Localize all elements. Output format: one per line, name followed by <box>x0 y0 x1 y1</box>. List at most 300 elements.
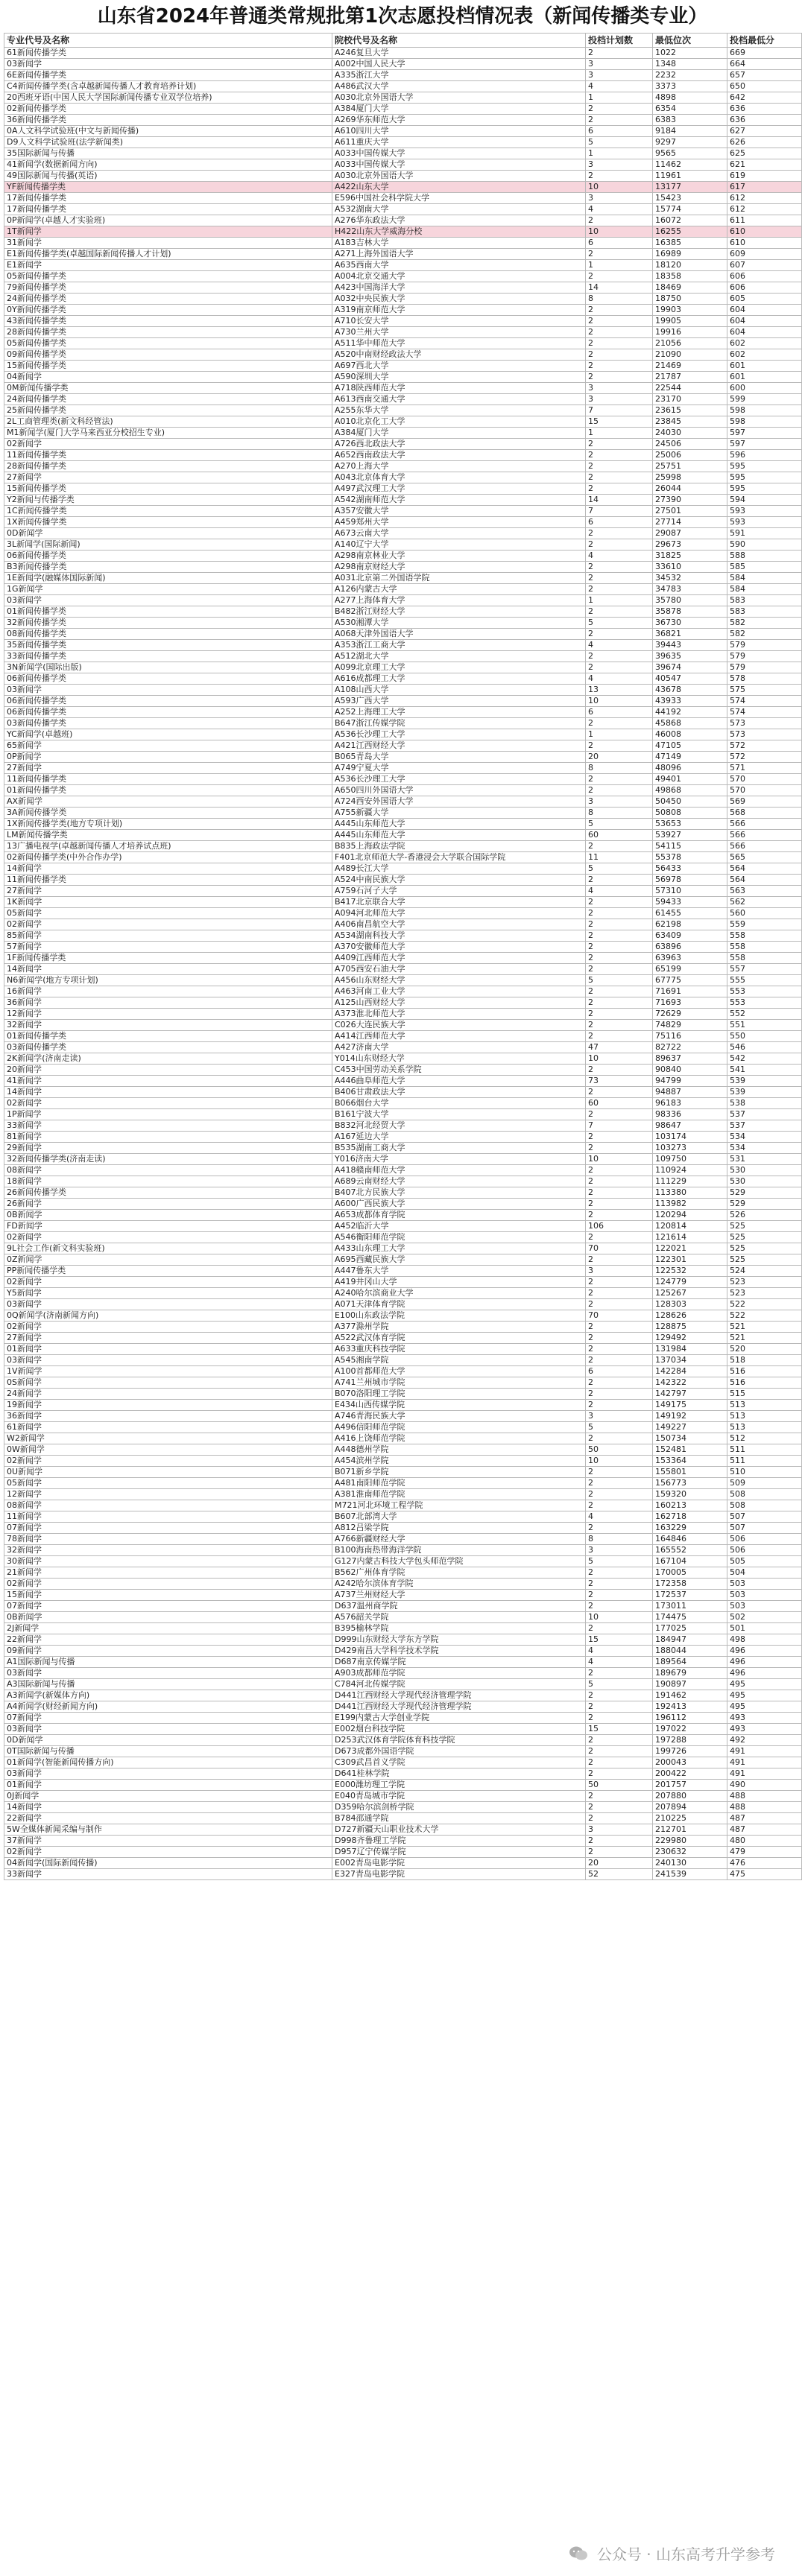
cell-min-rank: 22544 <box>653 383 727 394</box>
cell-plan: 1 <box>586 595 653 606</box>
cell-min-rank: 15774 <box>653 204 727 215</box>
cell-major: Y5新闻学 <box>4 1288 332 1299</box>
cell-min-score: 523 <box>727 1288 802 1299</box>
cell-major: 1F新闻传播学类 <box>4 953 332 964</box>
table-row <box>4 349 802 361</box>
cell-min-rank: 39635 <box>653 651 727 662</box>
cell-min-score: 522 <box>727 1299 802 1310</box>
cell-major: 02新闻学 <box>4 439 332 450</box>
cell-min-rank: 96183 <box>653 1098 727 1109</box>
table-row <box>4 1210 802 1221</box>
cell-plan: 73 <box>586 1076 653 1087</box>
cell-min-score: 525 <box>727 1243 802 1254</box>
cell-min-score: 537 <box>727 1109 802 1120</box>
cell-min-score: 496 <box>727 1646 802 1657</box>
cell-min-rank: 159320 <box>653 1489 727 1500</box>
table-row <box>4 986 802 997</box>
cell-min-rank: 142797 <box>653 1389 727 1400</box>
table-row <box>4 428 802 439</box>
cell-min-score: 582 <box>727 618 802 629</box>
cell-min-rank: 4898 <box>653 92 727 104</box>
cell-major: 05新闻传播学类 <box>4 271 332 282</box>
cell-major: 14新闻学 <box>4 863 332 875</box>
cell-school: A384厦门大学 <box>332 428 586 439</box>
cell-school: A031北京第二外国语学院 <box>332 573 586 584</box>
cell-plan: 2 <box>586 1467 653 1478</box>
cell-min-rank: 149227 <box>653 1422 727 1433</box>
cell-school: D727新疆天山职业技术大学 <box>332 1824 586 1836</box>
cell-plan: 2 <box>586 327 653 338</box>
cell-min-rank: 29087 <box>653 528 727 539</box>
cell-min-rank: 57310 <box>653 886 727 897</box>
cell-major: 08新闻传播学类 <box>4 629 332 640</box>
cell-min-score: 559 <box>727 919 802 930</box>
cell-major: 32新闻学 <box>4 1545 332 1556</box>
cell-min-rank: 45868 <box>653 718 727 729</box>
cell-major: A3新闻学(新媒体方向) <box>4 1690 332 1701</box>
cell-major: 03新闻传播学类 <box>4 718 332 729</box>
cell-min-rank: 137034 <box>653 1355 727 1366</box>
cell-min-score: 521 <box>727 1333 802 1344</box>
cell-major: 30新闻学 <box>4 1556 332 1567</box>
cell-school: A705西安石油大学 <box>332 964 586 975</box>
cell-school: A497武汉理工大学 <box>332 483 586 495</box>
cell-min-score: 563 <box>727 886 802 897</box>
cell-min-rank: 241539 <box>653 1869 727 1880</box>
cell-plan: 2 <box>586 919 653 930</box>
cell-major: 57新闻学 <box>4 942 332 953</box>
cell-min-rank: 16255 <box>653 226 727 238</box>
cell-school: A255东华大学 <box>332 405 586 416</box>
cell-major: 1C新闻传播学类 <box>4 506 332 517</box>
table-row <box>4 942 802 953</box>
cell-plan: 4 <box>586 551 653 562</box>
cell-major: 01新闻学(智能新闻传播方向) <box>4 1757 332 1768</box>
cell-plan: 2 <box>586 1132 653 1143</box>
cell-school: A456山东财经大学 <box>332 975 586 986</box>
cell-plan: 2 <box>586 361 653 372</box>
cell-major: 3A新闻传播学类 <box>4 808 332 819</box>
cell-min-rank: 36821 <box>653 629 727 640</box>
cell-school: A100首都师范大学 <box>332 1366 586 1377</box>
cell-school: G127内蒙古科技大学包头师范学院 <box>332 1556 586 1567</box>
table-row <box>4 1567 802 1579</box>
cell-min-score: 594 <box>727 495 802 506</box>
cell-plan: 2 <box>586 1389 653 1400</box>
cell-plan: 2 <box>586 718 653 729</box>
cell-min-score: 650 <box>727 81 802 92</box>
cell-major: 79新闻传播学类 <box>4 282 332 294</box>
cell-min-score: 501 <box>727 1623 802 1634</box>
table-row <box>4 886 802 897</box>
cell-major: 09新闻学 <box>4 1646 332 1657</box>
table-row <box>4 1109 802 1120</box>
cell-min-rank: 19905 <box>653 316 727 327</box>
cell-min-score: 611 <box>727 215 802 226</box>
cell-plan: 7 <box>586 506 653 517</box>
cell-school: A246复旦大学 <box>332 48 586 59</box>
cell-school: A755新疆大学 <box>332 808 586 819</box>
cell-min-score: 558 <box>727 953 802 964</box>
table-row <box>4 1355 802 1366</box>
cell-major: E1新闻传播学类(卓越国际新闻传播人才计划) <box>4 249 332 260</box>
cell-major: 0W新闻学 <box>4 1444 332 1456</box>
cell-min-rank: 2232 <box>653 70 727 81</box>
cell-plan: 3 <box>586 1266 653 1277</box>
cell-min-score: 553 <box>727 986 802 997</box>
cell-min-score: 579 <box>727 640 802 651</box>
cell-plan: 3 <box>586 394 653 405</box>
cell-min-rank: 25751 <box>653 461 727 472</box>
col-header-plan: 投档计划数 <box>586 34 653 48</box>
cell-plan: 60 <box>586 830 653 841</box>
col-header-school: 院校代号及名称 <box>332 34 586 48</box>
table-row <box>4 1858 802 1869</box>
table-row <box>4 1143 802 1154</box>
cell-major: 05新闻学 <box>4 908 332 919</box>
table-row <box>4 908 802 919</box>
cell-min-score: 584 <box>727 584 802 595</box>
table-row <box>4 104 802 115</box>
table-row <box>4 416 802 428</box>
cell-plan: 2 <box>586 1523 653 1534</box>
cell-min-score: 513 <box>727 1411 802 1422</box>
cell-min-score: 606 <box>727 282 802 294</box>
table-row <box>4 1333 802 1344</box>
cell-min-rank: 207894 <box>653 1802 727 1813</box>
cell-school: A032中央民族大学 <box>332 294 586 305</box>
table-row <box>4 1467 802 1478</box>
cell-plan: 2 <box>586 875 653 886</box>
cell-major: 33新闻学 <box>4 1869 332 1880</box>
table-row <box>4 651 802 662</box>
cell-school: B562广州体育学院 <box>332 1567 586 1579</box>
cell-major: 17新闻传播学类 <box>4 204 332 215</box>
cell-plan: 2 <box>586 1668 653 1679</box>
cell-plan: 14 <box>586 495 653 506</box>
cell-plan: 2 <box>586 1791 653 1802</box>
table-row <box>4 1098 802 1109</box>
cell-plan: 6 <box>586 517 653 528</box>
cell-plan: 2 <box>586 651 653 662</box>
cell-plan: 2 <box>586 908 653 919</box>
cell-min-rank: 9297 <box>653 137 727 148</box>
cell-plan: 10 <box>586 1053 653 1065</box>
cell-plan: 2 <box>586 1590 653 1601</box>
cell-major: 0S新闻学 <box>4 1377 332 1389</box>
table-row <box>4 495 802 506</box>
cell-min-rank: 94799 <box>653 1076 727 1087</box>
cell-school: A319南京师范大学 <box>332 305 586 316</box>
table-row <box>4 226 802 238</box>
table-row <box>4 528 802 539</box>
cell-min-rank: 47149 <box>653 752 727 763</box>
cell-school: A004北京交通大学 <box>332 271 586 282</box>
cell-school: B482浙江财经大学 <box>332 606 586 618</box>
cell-min-score: 541 <box>727 1065 802 1076</box>
cell-min-rank: 74829 <box>653 1020 727 1031</box>
cell-min-score: 522 <box>727 1310 802 1322</box>
table-row <box>4 92 802 104</box>
table-row <box>4 618 802 629</box>
cell-min-score: 525 <box>727 1254 802 1266</box>
cell-min-score: 600 <box>727 383 802 394</box>
cell-school: A718陕西师范大学 <box>332 383 586 394</box>
table-row <box>4 953 802 964</box>
table-row <box>4 148 802 159</box>
cell-min-rank: 129492 <box>653 1333 727 1344</box>
cell-min-rank: 184947 <box>653 1634 727 1646</box>
cell-min-score: 636 <box>727 115 802 126</box>
table-row <box>4 316 802 327</box>
cell-min-rank: 122021 <box>653 1243 727 1254</box>
cell-min-score: 526 <box>727 1210 802 1221</box>
table-row <box>4 1187 802 1199</box>
cell-min-rank: 149175 <box>653 1400 727 1411</box>
cell-school: E596中国社会科学院大学 <box>332 193 586 204</box>
cell-min-score: 496 <box>727 1668 802 1679</box>
table-row <box>4 1668 802 1679</box>
cell-min-rank: 153364 <box>653 1456 727 1467</box>
cell-major: 11新闻传播学类 <box>4 774 332 785</box>
cell-min-rank: 199726 <box>653 1746 727 1757</box>
cell-plan: 4 <box>586 1646 653 1657</box>
cell-plan: 13 <box>586 685 653 696</box>
cell-min-score: 487 <box>727 1824 802 1836</box>
table-row <box>4 740 802 752</box>
table-row <box>4 1701 802 1713</box>
cell-min-score: 617 <box>727 182 802 193</box>
cell-min-rank: 128875 <box>653 1322 727 1333</box>
watermark-footer <box>569 2542 775 2566</box>
cell-major: W2新闻学 <box>4 1433 332 1444</box>
cell-major: 03新闻学 <box>4 1355 332 1366</box>
cell-major: 02新闻学 <box>4 1847 332 1858</box>
cell-plan: 2 <box>586 115 653 126</box>
cell-major: 09新闻传播学类 <box>4 349 332 361</box>
cell-major: 26新闻学 <box>4 1199 332 1210</box>
cell-major: 01新闻传播学类 <box>4 785 332 796</box>
cell-school: A126内蒙古大学 <box>332 584 586 595</box>
table-row <box>4 1310 802 1322</box>
cell-min-rank: 71693 <box>653 997 727 1009</box>
cell-plan: 1 <box>586 92 653 104</box>
cell-min-rank: 122532 <box>653 1266 727 1277</box>
cell-plan: 10 <box>586 696 653 707</box>
table-row <box>4 774 802 785</box>
table-row <box>4 1456 802 1467</box>
table-row <box>4 1344 802 1355</box>
cell-school: E002烟台科技学院 <box>332 1724 586 1735</box>
table-row <box>4 327 802 338</box>
cell-plan: 1 <box>586 260 653 271</box>
table-row <box>4 450 802 461</box>
cell-min-score: 566 <box>727 841 802 852</box>
cell-min-score: 601 <box>727 361 802 372</box>
cell-min-rank: 160213 <box>653 1500 727 1511</box>
cell-min-rank: 71691 <box>653 986 727 997</box>
cell-plan: 50 <box>586 1780 653 1791</box>
cell-school: A030北京外国语大学 <box>332 171 586 182</box>
cell-plan: 2 <box>586 1433 653 1444</box>
cell-min-score: 491 <box>727 1746 802 1757</box>
cell-major: A1国际新闻与传播 <box>4 1657 332 1668</box>
cell-min-score: 579 <box>727 662 802 673</box>
cell-major: 02新闻学 <box>4 919 332 930</box>
table-row <box>4 1042 802 1053</box>
cell-min-rank: 75116 <box>653 1031 727 1042</box>
table-row <box>4 1511 802 1523</box>
cell-major: 9L社会工作(新文科实验班) <box>4 1243 332 1254</box>
cell-school: A650四川外国语大学 <box>332 785 586 796</box>
cell-major: 2L工商管理类(新文科经管法) <box>4 416 332 428</box>
table-row <box>4 1087 802 1098</box>
table-row <box>4 137 802 148</box>
cell-min-rank: 25998 <box>653 472 727 483</box>
cell-school: A406南昌航空大学 <box>332 919 586 930</box>
cell-school: B100海南热带海洋学院 <box>332 1545 586 1556</box>
cell-major: 27新闻学 <box>4 1333 332 1344</box>
table-row <box>4 305 802 316</box>
cell-plan: 60 <box>586 1098 653 1109</box>
cell-min-score: 572 <box>727 752 802 763</box>
cell-min-score: 626 <box>727 137 802 148</box>
cell-school: A536长沙理工大学 <box>332 774 586 785</box>
cell-major: 36新闻学 <box>4 997 332 1009</box>
cell-min-rank: 200043 <box>653 1757 727 1768</box>
cell-min-rank: 16989 <box>653 249 727 260</box>
cell-school: A635西南大学 <box>332 260 586 271</box>
table-row <box>4 1288 802 1299</box>
cell-plan: 2 <box>586 1567 653 1579</box>
cell-major: 49国际新闻与传播(英语) <box>4 171 332 182</box>
cell-plan: 2 <box>586 349 653 361</box>
cell-school: C784河北传媒学院 <box>332 1679 586 1690</box>
cell-school: A689云南财经大学 <box>332 1176 586 1187</box>
cell-school: C026大连民族大学 <box>332 1020 586 1031</box>
cell-major: 37新闻学 <box>4 1836 332 1847</box>
cell-min-rank: 19916 <box>653 327 727 338</box>
table-row <box>4 1031 802 1042</box>
cell-school: A384厦门大学 <box>332 104 586 115</box>
cell-plan: 50 <box>586 1444 653 1456</box>
cell-min-rank: 124779 <box>653 1277 727 1288</box>
cell-major: 06新闻传播学类 <box>4 707 332 718</box>
table-row <box>4 271 802 282</box>
cell-plan: 47 <box>586 1042 653 1053</box>
cell-school: A454滨州学院 <box>332 1456 586 1467</box>
table-row <box>4 662 802 673</box>
cell-plan: 2 <box>586 1143 653 1154</box>
cell-major: 03新闻学 <box>4 1668 332 1679</box>
cell-min-rank: 24030 <box>653 428 727 439</box>
cell-min-score: 506 <box>727 1545 802 1556</box>
table-row <box>4 1444 802 1456</box>
cell-plan: 2 <box>586 897 653 908</box>
cell-major: 0P新闻学(卓越人才实验班) <box>4 215 332 226</box>
cell-school: A298南京财经大学 <box>332 562 586 573</box>
cell-min-rank: 172537 <box>653 1590 727 1601</box>
cell-min-score: 550 <box>727 1031 802 1042</box>
cell-plan: 2 <box>586 1299 653 1310</box>
cell-major: M1新闻学(厦门大学马来西亚分校招生专业) <box>4 428 332 439</box>
cell-min-score: 597 <box>727 428 802 439</box>
table-row <box>4 1322 802 1333</box>
cell-major: 24新闻学 <box>4 1389 332 1400</box>
cell-plan: 2 <box>586 104 653 115</box>
cell-school: A433山东理工大学 <box>332 1243 586 1254</box>
table-row <box>4 215 802 226</box>
cell-major: 08新闻学 <box>4 1500 332 1511</box>
table-row <box>4 159 802 171</box>
cell-major: 32新闻传播学类(济南走读) <box>4 1154 332 1165</box>
cell-plan: 11 <box>586 852 653 863</box>
cell-plan: 4 <box>586 204 653 215</box>
cell-min-rank: 63963 <box>653 953 727 964</box>
table-row <box>4 673 802 685</box>
cell-plan: 6 <box>586 1366 653 1377</box>
table-row <box>4 1411 802 1422</box>
cell-min-rank: 26044 <box>653 483 727 495</box>
table-row <box>4 1400 802 1411</box>
cell-major: 36新闻学 <box>4 1411 332 1422</box>
cell-min-score: 511 <box>727 1456 802 1467</box>
cell-plan: 2 <box>586 1031 653 1042</box>
table-row <box>4 707 802 718</box>
cell-min-score: 595 <box>727 472 802 483</box>
cell-plan: 6 <box>586 238 653 249</box>
cell-min-rank: 197288 <box>653 1735 727 1746</box>
cell-min-rank: 67775 <box>653 975 727 986</box>
cell-min-score: 537 <box>727 1120 802 1132</box>
cell-major: A4新闻学(财经新闻方向) <box>4 1701 332 1713</box>
cell-min-score: 487 <box>727 1813 802 1824</box>
cell-school: A140辽宁大学 <box>332 539 586 551</box>
cell-plan: 2 <box>586 1478 653 1489</box>
cell-min-score: 551 <box>727 1020 802 1031</box>
cell-school: B607北部湾大学 <box>332 1511 586 1523</box>
cell-major: 03新闻学 <box>4 1724 332 1735</box>
cell-school: A414江西师范大学 <box>332 1031 586 1042</box>
cell-min-rank: 27501 <box>653 506 727 517</box>
cell-plan: 2 <box>586 740 653 752</box>
cell-school: A536长沙理工大学 <box>332 729 586 740</box>
table-row <box>4 785 802 796</box>
cell-major: 02新闻学 <box>4 1579 332 1590</box>
cell-min-score: 607 <box>727 260 802 271</box>
cell-plan: 14 <box>586 282 653 294</box>
cell-major: 5W全媒体新闻采编与制作 <box>4 1824 332 1836</box>
cell-plan: 2 <box>586 1601 653 1612</box>
cell-school: A167延边大学 <box>332 1132 586 1143</box>
cell-school: A270上海大学 <box>332 461 586 472</box>
cell-major: 03新闻学 <box>4 1299 332 1310</box>
cell-major: 15新闻传播学类 <box>4 361 332 372</box>
table-row <box>4 461 802 472</box>
cell-min-score: 562 <box>727 897 802 908</box>
cell-school: A030北京外国语大学 <box>332 92 586 104</box>
cell-min-score: 573 <box>727 718 802 729</box>
cell-plan: 2 <box>586 1690 653 1701</box>
cell-school: A600广西民族大学 <box>332 1199 586 1210</box>
cell-plan: 5 <box>586 1556 653 1567</box>
cell-major: 02新闻学 <box>4 1456 332 1467</box>
cell-min-score: 513 <box>727 1422 802 1433</box>
cell-min-score: 604 <box>727 305 802 316</box>
table-row <box>4 763 802 774</box>
cell-min-score: 564 <box>727 875 802 886</box>
cell-min-score: 488 <box>727 1791 802 1802</box>
